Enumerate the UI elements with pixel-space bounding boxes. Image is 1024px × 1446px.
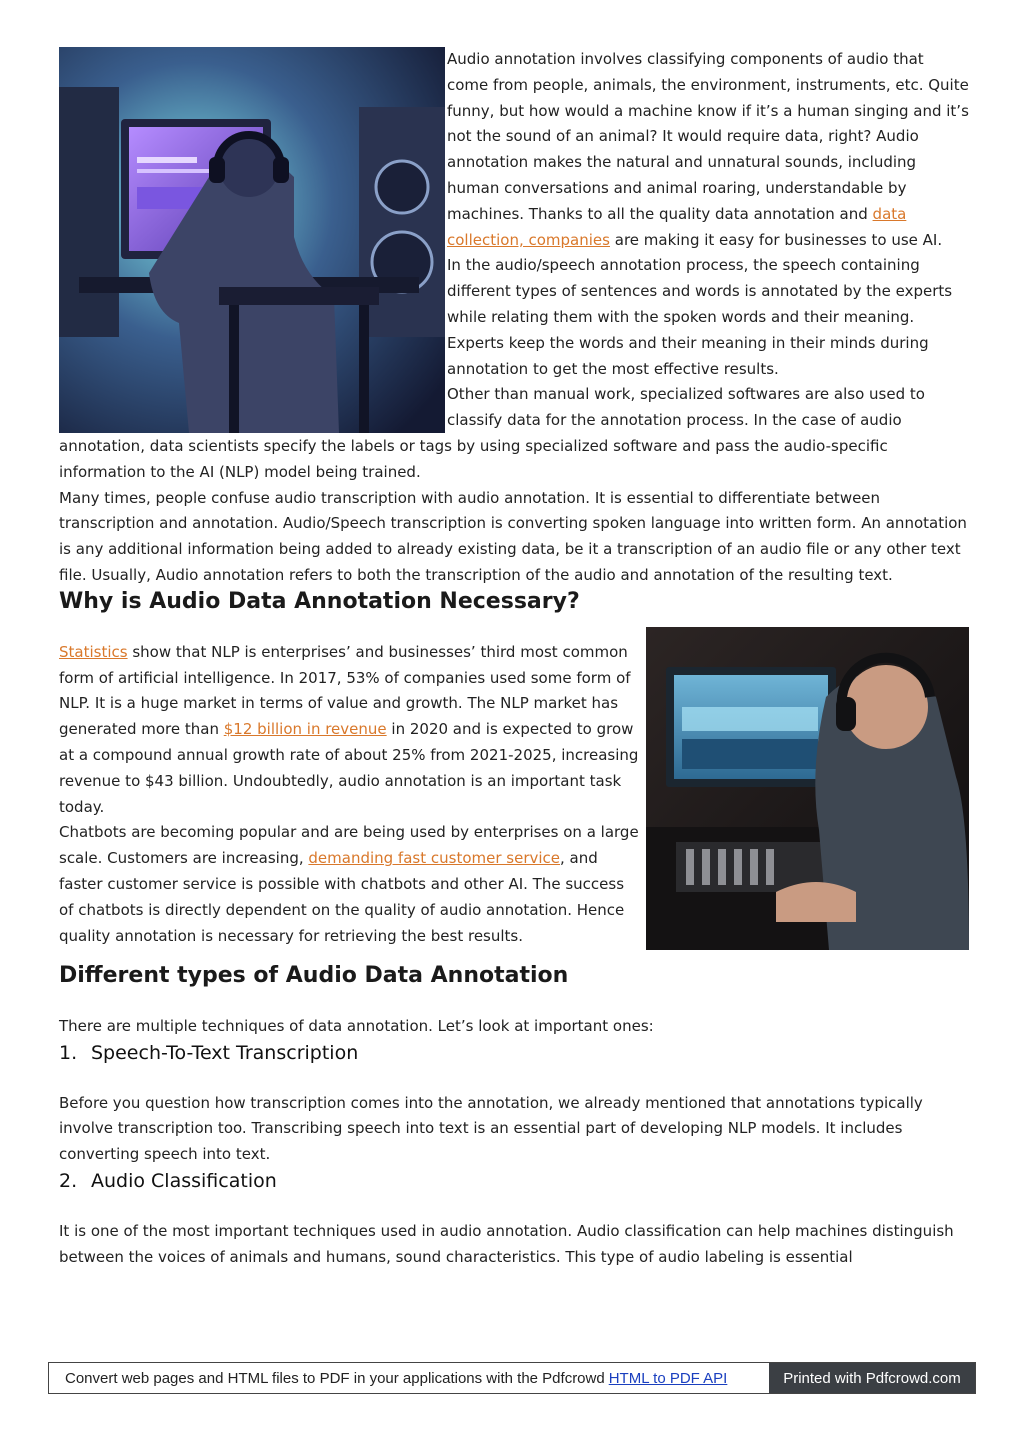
list-text-2: It is one of the most important techniques used in audio annotation. Audio classification can help machines distinguish between the voices of animals and humans, sound characteristics. This type of audio labeling is essential	[59, 1221, 954, 1266]
html-to-pdf-api-link[interactable]: HTML to PDF API	[608, 1369, 728, 1387]
intro-paragraph-4: Many times, people confuse audio transcription with audio annotation. It is essential to differentiate between transcription and annotation. Audio/Speech transcription is converting spoken language into written form. An annotation is any additional information being added to already existing data, be it a transcription of an audio file or any other text file. Usually, Audio annotation refers to both the transcription of the audio and annotation of the resulting text.	[59, 488, 967, 584]
illustration-person-at-audio-console	[646, 627, 969, 950]
list-item-heading-2	[59, 1168, 969, 1194]
why-paragraph-2: Chatbots are becoming popular and are being used by enterprises on a large scale. Customers are increasing,	[59, 823, 639, 868]
intro-paragraph-1: Audio annotation involves classifying components of audio that come from people, animals, the environment, instruments, etc. Quite funny, but how would a machine know if it’s a human singing and it’s not the sound of an animal? It would require data, right? Audio annotation makes the natural and unnatural sounds, including human conversations and animal roaring, understandable by machines. Thanks to all the quality data annotation and	[447, 50, 969, 223]
list-title-1: Speech-To-Text Transcription	[91, 1041, 359, 1064]
pdfcrowd-footer	[48, 1362, 976, 1394]
data-collection-link[interactable]: data collection, companies	[447, 204, 907, 249]
list-title-2: Audio Classification	[91, 1169, 277, 1192]
footer-convert-text: Convert web pages and HTML files to PDF in your applications with the Pdfcrowd	[65, 1369, 605, 1387]
why-paragraph-1: show that NLP is enterprises’ and businesses’ third most common form of artificial intelligence. In 2017, 53% of companies used some form of NLP. It is a huge market in terms of value and growth. The NLP market has generated more than	[59, 642, 631, 739]
intro-paragraph-3: Other than manual work, specialized softwares are also used to classify data for the annotation process. In the case of audio annotation, data scientists specify the labels or tags by using specialized software and pass the audio-specific information to the AI (NLP) model being trained.	[59, 385, 925, 481]
footer-left	[49, 1363, 769, 1393]
intro-paragraph-1-end: are making it easy for businesses to use AI.	[609, 230, 943, 249]
section-heading-types: Different types of Audio Data Annotation	[59, 962, 569, 988]
customer-service-link[interactable]: demanding fast customer service	[308, 849, 561, 868]
list-text-1: Before you question how transcription comes into the annotation, we already mentioned that annotations typically involve transcription too. Transcribing speech into text is an essential part of developing NLP models. It includes converting speech into text.	[59, 1093, 923, 1164]
list-number-2: 2.	[59, 1169, 78, 1192]
article-body	[59, 47, 969, 1271]
statistics-link[interactable]: Statistics	[59, 642, 128, 661]
list-item-heading-1	[59, 1040, 969, 1066]
section-heading-why: Why is Audio Data Annotation Necessary?	[59, 588, 580, 614]
why-paragraph-2-end: , and faster customer service is possible with chatbots and other AI. The success of chatbots is directly dependent on the quality of audio annotation. Hence quality annotation is necessary for retrieving the best results.	[59, 849, 625, 945]
intro-paragraph-2: In the audio/speech annotation process, the speech containing different types of sentences and words is annotated by the experts while relating them with the spoken words and their meaning. Experts keep the words and their meaning in their minds during annotation to get the most effective results.	[447, 256, 953, 378]
types-intro: There are multiple techniques of data annotation. Let’s look at important ones:	[59, 1016, 654, 1035]
why-paragraph-1-end: in 2020 and is expected to grow at a compound annual growth rate of about 25% from 2021-2025, increasing revenue to $43 billion. Undoubtedly, audio annotation is an important task today.	[59, 720, 639, 816]
list-number-1: 1.	[59, 1041, 78, 1064]
footer-printed-with[interactable]: Printed with Pdfcrowd.com	[769, 1363, 975, 1393]
revenue-link[interactable]: $12 billion in revenue	[223, 720, 387, 739]
illustration-person-at-computer-purple	[59, 47, 445, 433]
